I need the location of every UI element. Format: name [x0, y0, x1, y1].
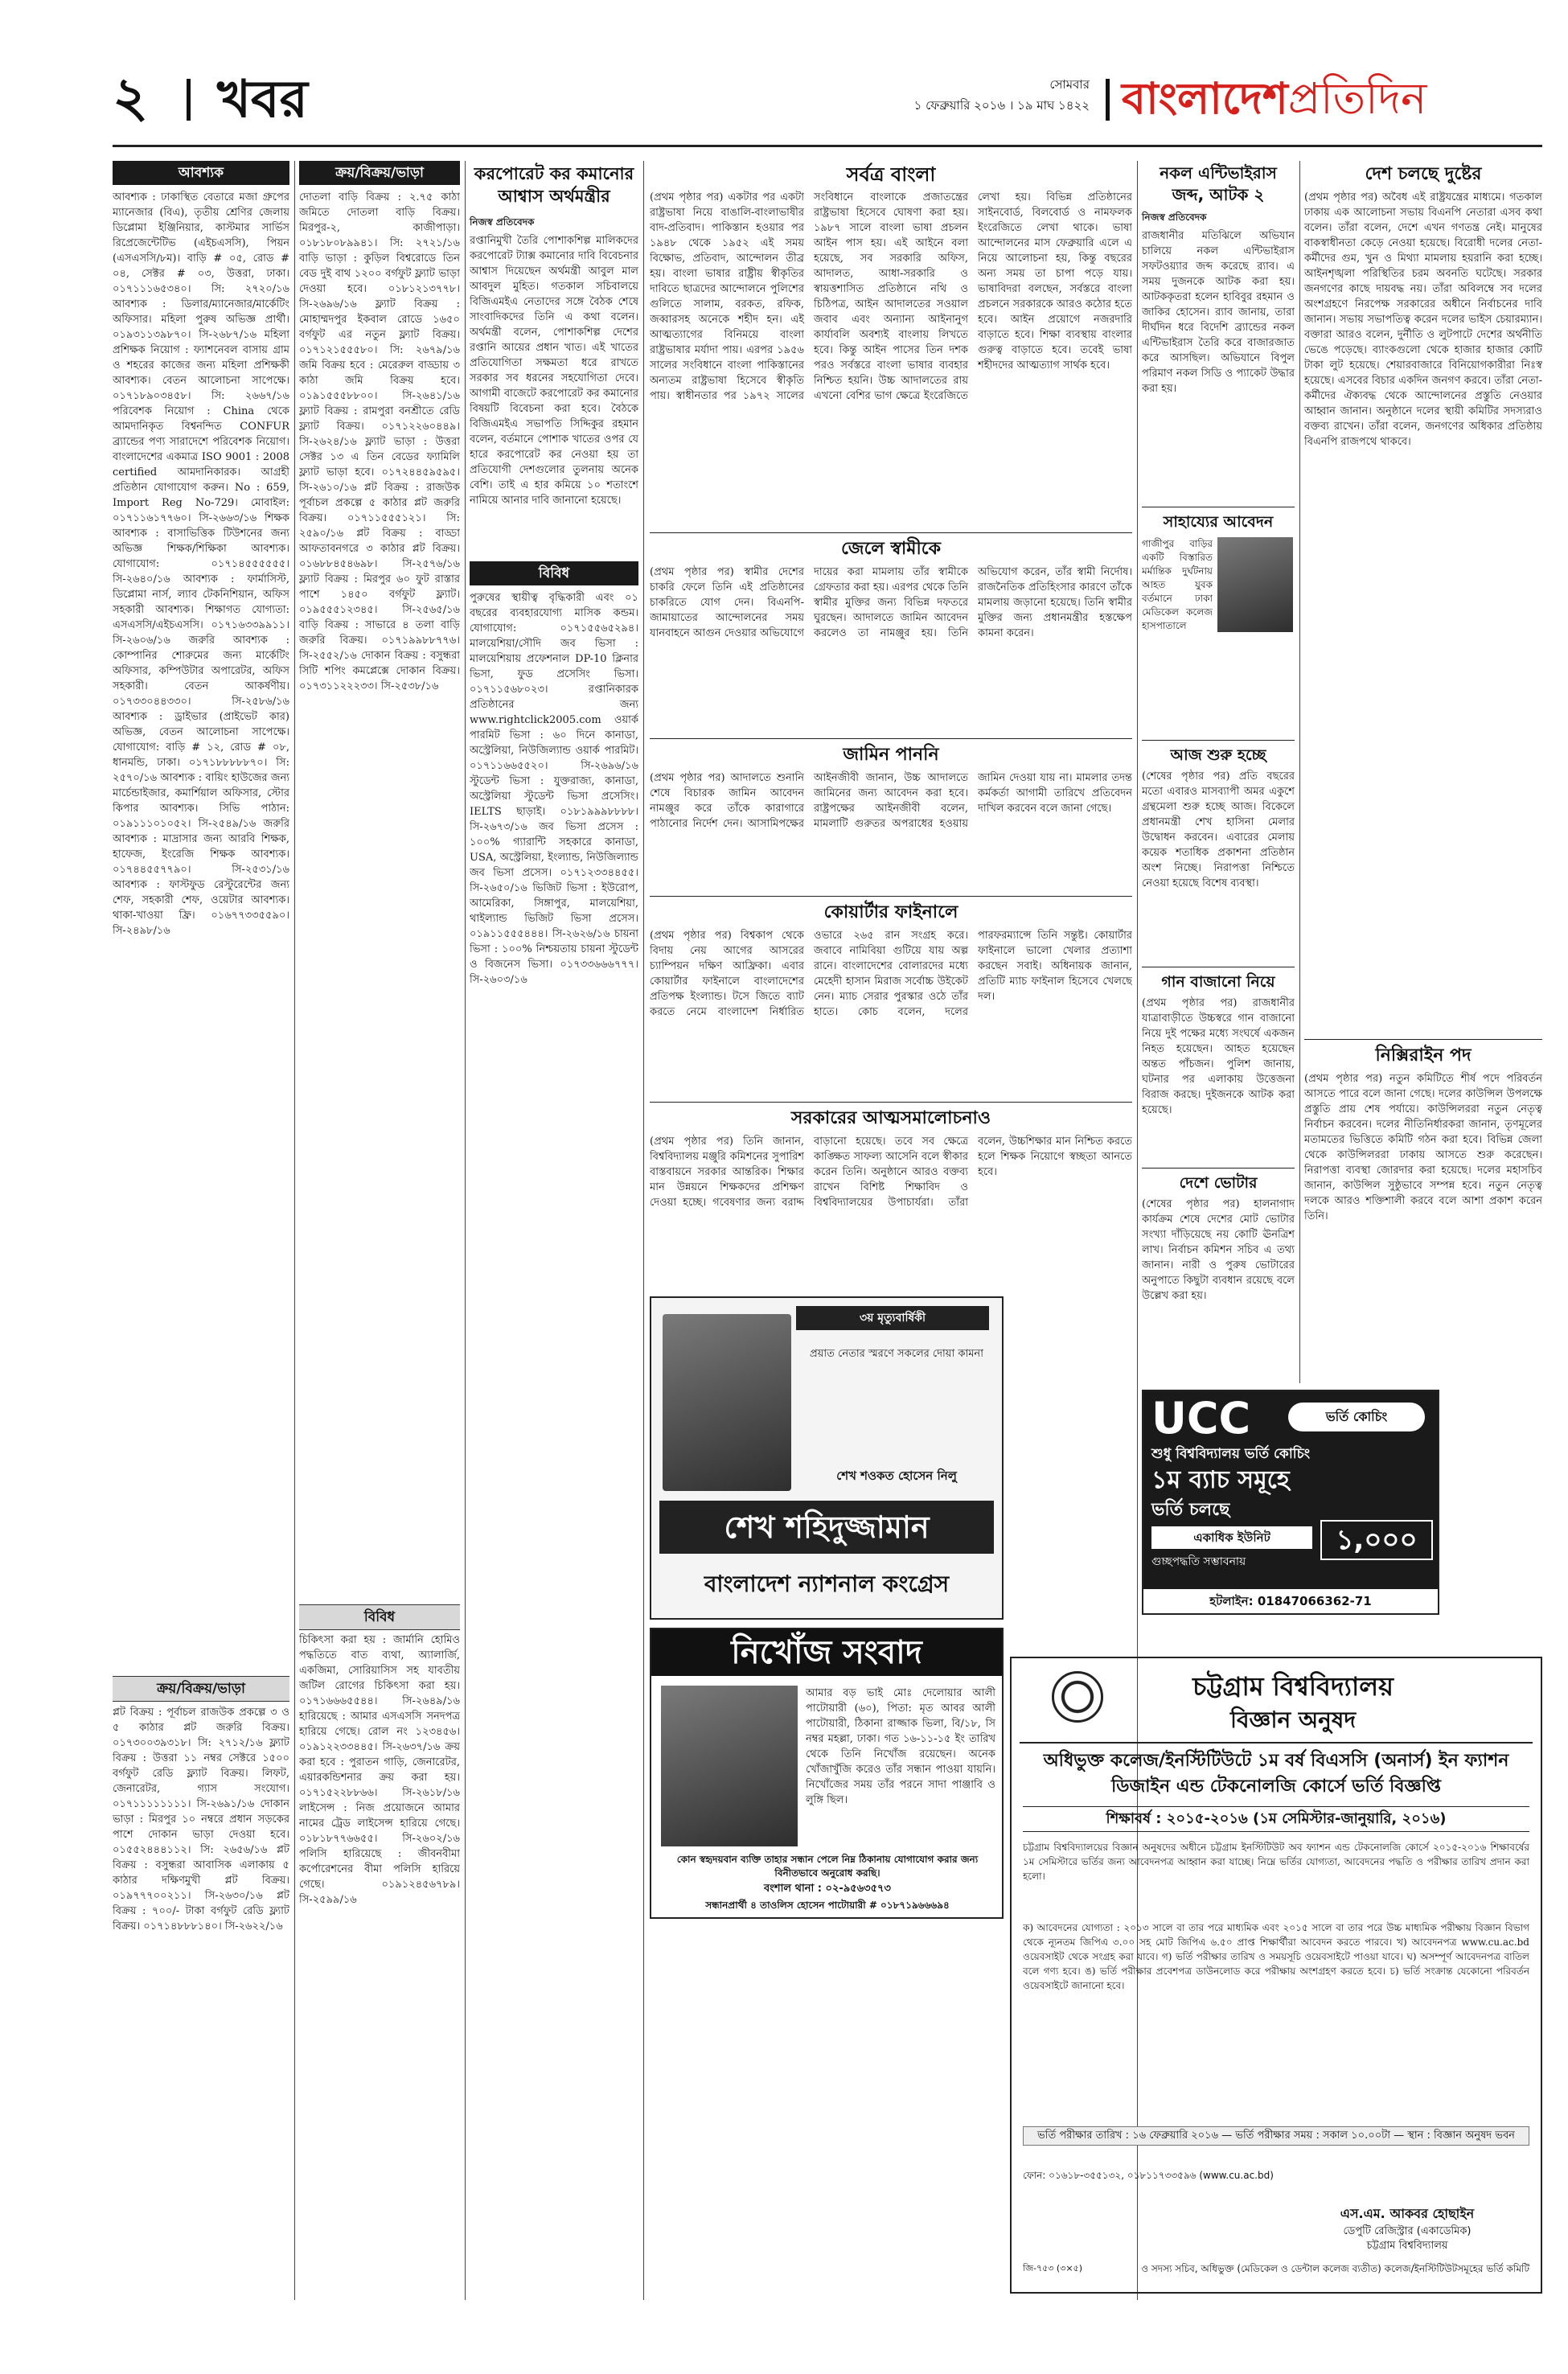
ucc-line-2: ১ম ব্যাচ সমূহে — [1151, 1466, 1290, 1494]
classified-header-essential: আবশ্যক — [113, 161, 289, 185]
section-rule — [650, 896, 1132, 897]
ucc-hotline: হটলাইন: 01847066362-71 — [1143, 1589, 1438, 1613]
cu-title: চট্টগ্রাম বিশ্ববিদ্যালয় — [1192, 1671, 1394, 1702]
headline-bail-denied: জামিন পাননি — [843, 745, 939, 765]
classified-header-misc-2: বিবিধ — [299, 1604, 460, 1630]
ucc-line-3: ভর্তি চলছে — [1151, 1500, 1230, 1520]
newspaper-logo — [1122, 63, 1540, 135]
article-appeal: গাজীপুর বাড়ির একটি বিস্তারিত মর্মান্তিক দুর্ঘটনায় আহত যুবক বর্তমানে ঢাকা মেডিকেল কলেজ হাসপাতালে — [1142, 538, 1213, 631]
classified-header-buysell: ক্রয়/বিক্রয়/ভাড়া — [299, 161, 460, 185]
column-divider — [465, 161, 466, 2300]
headline-starting-today: আজ শুরু হচ্ছে — [1170, 746, 1266, 764]
cu-session: শিক্ষাবর্ষ : ২০১৫-২০১৬ (১ম সেমিস্টার-জানুয়ারি, ২০১৬) — [1023, 1806, 1529, 1832]
masthead-date: ১ ফেব্রুয়ারি ২০১৬ । ১৯ মাঘ ১৪২২ — [913, 98, 1090, 113]
article-starting-today: (শেষের পৃষ্ঠার পর) প্রতি বছরের মতো এবারও মাসব্যাপী অমর একুশে গ্রন্থমেলা শুরু হচ্ছে আজ। বিকেলে প্রধানমন্ত্রী শেখ হাসিনা মেলার উদ্বোধন করবেন। এবারের মেলায় কয়েক শতাধিক প্রকাশনা প্রতিষ্ঠান অংশ নিচ্ছে। নিরাপত্তা নিশ্চিতে নেওয়া হয়েছে বিশেষ ব্যবস্থা। — [1142, 770, 1295, 889]
column-divider — [1299, 161, 1300, 1383]
ucc-logo: UCC — [1151, 1393, 1251, 1444]
section-rule — [1304, 1039, 1542, 1040]
article-voters: (শেষের পৃষ্ঠার পর) হালনাগাদ কার্যক্রম শেষে দেশের মোট ভোটার সংখ্যা দাঁড়িয়েছে নয় কোটি ঊনত্রিশ লাখ। নির্বাচন কমিশন সচিব এ তথ্য জানান। নারী ও পুরুষ ভোটারের অনুপাতে কিছুটা ব্যবধান রয়েছে বলে উল্লেখ করা হয়। — [1142, 1198, 1295, 1302]
article-jail-husband: (প্রথম পৃষ্ঠার পর) স্বামীর দেশের চাকরি ফেলে তিনি এই প্রতিষ্ঠানের চাকরিতে যোগ দেন। বিএনপি-জামায়াতের আন্দোলনের সময় যানবাহনে আগুন দেওয়ার অভিযোগে দায়ের করা মামলায় তাঁর স্বামীকে গ্রেফতার করা হয়। এরপর থেকে তিনি স্বামীর মুক্তির জন্য বিভিন্ন দফতরে ঘুরছেন। আদালতে জামিন আবেদন করলেও তা নামঞ্জুর হয়। তিনি অভিযোগ করেন, তাঁর স্বামী নির্দোষ। রাজনৈতিক প্রতিহিংসার কারণে তাঁকে মামলায় জড়ানো হয়েছে। তিনি স্বামীর মুক্তির জন্য প্রধানমন্ত্রীর হস্তক্ষেপ কামনা করেন। — [650, 566, 1132, 639]
logo-word-protidin: প্রতিদিন — [1287, 73, 1427, 124]
classified-text-misc: পুরুষের স্থায়ীত্ব বৃদ্ধিকারী এবং ০১ বছরের ব্যবহারযোগ্য মাসিক কন্ডম। যোগাযোগ: ০১৭১৫৫৬৫২৯৪। মালয়েশিয়া/সৌদি জব ভিসা : মালয়েশিয়ায় প্রফেশনাল DP-10 ক্লিনার ভিসা, ফুড প্রসেসিং ভিসা। ০১৭১১৫৬৮০২৩। রপ্তানিকারক প্রতিষ্ঠানের জন্য www.rightclick2005.com ওয়ার্ক পারমিট ভিসা : ৬০ দিনে কানাডা, অস্ট্রেলিয়া, নিউজিল্যান্ড ওয়ার্ক পারমিট। ০১৭১১৬৬৫৫২০। সি-২৬৯৬/১৬ স্টুডেন্ট ভিসা : যুক্তরাজ্য, কানাডা, অস্ট্রেলিয়া স্টুডেন্ট ভিসা প্রসেসিং। IELTS ছাড়াই। ০১৮১৯৯৯৮৮৮৮। সি-২৬৭৩/১৬ জব ভিসা প্রসেস : ১০০% গ্যারান্টি সহকারে কানাডা, USA, অস্ট্রেলিয়া, ইংল্যান্ড, নিউজিল্যান্ড জব ভিসা প্রসেস। ০১৭১২৩৩৪৪৫৫। সি-২৬৫০/১৬ ভিজিট ভিসা : ইউরোপ, আমেরিকা, সিঙ্গাপুর, মালয়েশিয়া, থাইল্যান্ড ভিজিট ভিসা প্রসেস। ০১৯১১৫৫৫৪৪৪। সি-২৬২৬/১৬ চায়না ভিসা : ১০০% নিশ্চয়তায় চায়না স্টুডেন্ট ও বিজনেস ভিসা। ০১৭৩৩৬৬৬৭৭৭। সি-২৬০৩/১৬ — [470, 592, 638, 986]
cu-schedule: ভর্তি পরীক্ষার তারিখ : ১৬ ফেব্রুয়ারি ২০১৬ — ভর্তি পরীক্ষার সময় : সকাল ১০.০০টা — স্থান : বিজ্ঞান অনুষদ ভবন — [1023, 2126, 1529, 2146]
ucc-line-1: শুধু বিশ্ববিদ্যালয় ভর্তি কোচিং — [1151, 1446, 1311, 1462]
headline-post: নিক্সিরাইন পদ — [1375, 1045, 1472, 1066]
appeal-photo — [1217, 537, 1293, 632]
memorial-portrait — [663, 1314, 791, 1491]
article-quarter-final: (প্রথম পৃষ্ঠার পর) বিশ্বকাপ থেকে বিদায় নেয় আগের আসরের চ্যাম্পিয়ন দক্ষিণ আফ্রিকা। এবার কোয়ার্টার ফাইনালে বাংলাদেশের প্রতিপক্ষ ইংল্যান্ড। টসে জিতে ব্যাট করতে নেমে বাংলাদেশ নির্ধারিত ওভারে ২৬৫ রান সংগ্রহ করে। জবাবে নামিবিয়া গুটিয়ে যায় অল্প রানে। বাংলাদেশের বোলারদের মধ্যে মেহেদী হাসান মিরাজ সর্বোচ্চ উইকেট নেন। ম্যাচ সেরার পুরস্কার ওঠে তাঁর হাতে। কোচ বলেন, দলের পারফরম্যান্সে তিনি সন্তুষ্ট। কোয়ার্টার ফাইনালে ভালো খেলার প্রত্যাশা করছেন সবাই। অধিনায়ক জানান, প্রতিটি ম্যাচ ফাইনাল হিসেবে খেলছে দল। — [650, 930, 1132, 1018]
cu-footer: ও সদস্য সচিব, অধিভুক্ত (মেডিকেল ও ডেন্টাল কলেজ ব্যতীত) কলেজ/ইনস্টিটিউটসমূহের ভর্তি কমিটি — [1141, 2263, 1529, 2274]
headline-quarter-final: কোয়ার্টার ফাইনালে — [823, 902, 958, 922]
cu-admission-notice — [1010, 1657, 1542, 2294]
missing-footer-contact: সন্ধানপ্রার্থী ৪ তাওলিস হোসেন পাটোয়ারী # ০১৮৭১৯৬৬৬৯৪ — [705, 1900, 950, 1911]
ucc-line-4: একাধিক ইউনিট — [1151, 1526, 1312, 1549]
article-self-criticism: (প্রথম পৃষ্ঠার পর) তিনি জানান, বিশ্ববিদ্যালয় মঞ্জুরি কমিশনের সুপারিশ বাস্তবায়নে সরকার আন্তরিক। শিক্ষার মান উন্নয়নে শিক্ষকদের প্রশিক্ষণ দেওয়া হচ্ছে। গবেষণার জন্য বরাদ্দ বাড়ানো হয়েছে। তবে সব ক্ষেত্রে কাঙ্ক্ষিত সাফল্য আসেনি বলে স্বীকার করেন তিনি। অনুষ্ঠানে আরও বক্তব্য রাখেন বিশিষ্ট শিক্ষাবিদ ও বিশ্ববিদ্যালয়ের উপাচার্যরা। তাঁরা বলেন, উচ্চশিক্ষার মান নিশ্চিত করতে হলে শিক্ষক নিয়োগে স্বচ্ছতা আনতে হবে। — [650, 1136, 1132, 1209]
cu-code: জি-৭৫৩ (৩×৫) — [1023, 2263, 1082, 2273]
section-title: খবর — [217, 70, 308, 129]
memorial-ad — [650, 1296, 1004, 1620]
cu-signatory-title: ডেপুটি রেজিস্ট্রার (একাডেমিক) — [1343, 2225, 1472, 2237]
cu-subtitle: বিজ্ঞান অনুষদ — [1229, 1707, 1357, 1733]
masthead-divider — [187, 79, 191, 121]
classified-header-buysell-2: ক্রয়/বিক্রয়/ভাড়া — [113, 1676, 289, 1702]
masthead — [0, 0, 1568, 169]
classified-header-misc: বিবিধ — [470, 561, 638, 585]
missing-notice — [650, 1628, 1004, 1919]
cu-contact: ফোন: ০১৬১৮-৩৫৫১৩২, ০১৮১১৭৩৩৫৯৬ (www.cu.ac.bd) — [1023, 2170, 1274, 2181]
memorial-ribbon: ৩য় মৃত্যুবার্ষিকী — [796, 1306, 989, 1330]
cu-logo — [1052, 1671, 1103, 1723]
section-rule — [1142, 740, 1295, 741]
memorial-caption: প্রয়াত নেতার স্মরণে সকলের দোয়া কামনা — [810, 1348, 983, 1360]
missing-person-photo — [661, 1686, 798, 1846]
headline-lead: সর্বত্র বাংলা — [846, 163, 936, 186]
headline-fake-antivirus: নকল এন্টিভাইরাস জব্দ, আটক ২ — [1160, 163, 1277, 204]
ucc-fee: ১,০০০ — [1320, 1520, 1433, 1560]
section-rule — [650, 532, 1132, 533]
masthead-rule — [113, 145, 1542, 147]
missing-title: নিখোঁজ সংবাদ — [651, 1629, 1002, 1676]
article-country-run: (প্রথম পৃষ্ঠার পর) অবৈধ এই রাষ্ট্রযন্ত্রের মাধ্যমে। গতকাল ঢাকায় এক আলোচনা সভায় বিএনপি নেতারা এসব কথা বলেন। তাঁরা বলেন, দেশে এখন গণতন্ত্র নেই। মানুষের বাকস্বাধীনতা কেড়ে নেওয়া হয়েছে। বিরোধী দলের নেতা-কর্মীদের গুম, খুন ও মিথ্যা মামলায় হয়রানি করা হচ্ছে। আইনশৃঙ্খলা পরিস্থিতির চরম অবনতি ঘটেছে। সরকার জনগণের কাছে দায়বদ্ধ নয়। তাঁরা অবিলম্বে সব দলের অংশগ্রহণে নিরপেক্ষ সরকারের অধীনে নির্বাচনের দাবি জানান। সভায় সভাপতিত্ব করেন দলের ভাইস চেয়ারম্যান। বক্তারা আরও বলেন, দুর্নীতি ও লুটপাটে দেশের অর্থনীতি ভেঙে পড়েছে। ব্যাংকগুলো থেকে হাজার হাজার কোটি টাকা লুট হয়েছে। শেয়ারবাজারে বিনিয়োগকারীরা নিঃস্ব হয়েছে। এসবের বিচার একদিন জনগণ করবে। তাঁরা নেতা-কর্মীদের ঐক্যবদ্ধ থেকে আন্দোলনের প্রস্তুতি নেওয়ার আহ্বান জানান। অনুষ্ঠানে দলের স্থায়ী কমিটির সদস্যরাও বক্তব্য রাখেন। তাঁরা বলেন, জনগণের অধিকার প্রতিষ্ঠায় বিএনপি রাজপথে থাকবে। — [1304, 191, 1542, 448]
cu-intro: চট্টগ্রাম বিশ্ববিদ্যালয়ের বিজ্ঞান অনুষদের অধীনে চট্টগ্রাম ইনস্টিটিউট অব ফ্যাশন এন্ড টেকনোলজি কোর্সে ২০১৫-২০১৬ শিক্ষাবর্ষের ১ম সেমিস্টারে ভর্তির জন্য আবেদনপত্র আহ্বান করা যাচ্ছে। নিম্নে ভর্তির যোগ্যতা, আবেদনের পদ্ধতি ও পরীক্ষার তারিখ প্রদান করা হলো। — [1023, 1842, 1529, 1882]
column-divider — [643, 161, 644, 2300]
missing-footer-police: বংশাল থানা : ০২-৯৫৬৩৫৭৩ — [764, 1883, 891, 1895]
missing-footer-request: কোন স্বহৃদয়বান ব্যক্তি তাহার সন্ধান পেলে নিম্ন ঠিকানায় যোগাযোগ করার জন্য বিনীতভাবে অনুরোধ করছি। — [676, 1854, 979, 1879]
logo-word-bangladesh: বাংলাদেশ — [1122, 73, 1288, 124]
article-lead: (প্রথম পৃষ্ঠার পর) একটার পর একটা রাষ্ট্রভাষা নিয়ে বাঙালি-বাংলাভাষীর বাদ-প্রতিবাদ। পাকিস্তান হওয়ার পর ১৯৪৮ থেকে ১৯৫২ এই সময় বিক্ষোভ, প্রতিবাদ, আন্দোলন তীব্র হয়। বাংলা ভাষার রাষ্ট্রীয় স্বীকৃতির দাবিতে ছাত্রদের আন্দোলনে পুলিশের গুলিতে সালাম, বরকত, রফিক, জব্বারসহ অনেকে শহীদ হন। এই আত্মত্যাগের বিনিময়ে বাংলা রাষ্ট্রভাষার মর্যাদা পায়। এরপর ১৯৫৬ সালের সংবিধানে বাংলা পাকিস্তানের অন্যতম রাষ্ট্রভাষা হিসেবে স্বীকৃতি পায়। স্বাধীনতার পর ১৯৭২ সালের সংবিধানে বাংলাকে প্রজাতন্ত্রের রাষ্ট্রভাষা হিসেবে ঘোষণা করা হয়। ১৯৮৭ সালে বাংলা ভাষা প্রচলন আইন পাস হয়। এই আইনে বলা হয়েছে, সব সরকারি অফিস, আদালত, আধা-সরকারি ও স্বায়ত্তশাসিত প্রতিষ্ঠানে নথি ও চিঠিপত্র, আইন আদালতের সওয়াল জবাব এবং অন্যান্য আইনানুগ কার্যাবলি অবশ্যই বাংলায় লিখতে হবে। কিন্তু আইন পাসের তিন দশক পরও সর্বস্তরে বাংলা ভাষার ব্যবহার নিশ্চিত হয়নি। উচ্চ আদালতের রায় এখনো বেশির ভাগ ক্ষেত্রে ইংরেজিতে লেখা হয়। বিভিন্ন প্রতিষ্ঠানের সাইনবোর্ড, বিলবোর্ড ও নামফলক ইংরেজিতে লেখা থাকে। ভাষা আন্দোলনের মাস ফেব্রুয়ারি এলে এ নিয়ে আলোচনা হয়, কিন্তু বছরের অন্য সময় তা চাপা পড়ে যায়। ভাষাবিদরা বলছেন, সর্বস্তরে বাংলা প্রচলনে সরকারকে আরও কঠোর হতে হবে। আইন প্রয়োগে নজরদারি বাড়াতে হবে। শিক্ষা ব্যবস্থায় বাংলার গুরুত্ব বাড়াতে হবে। তবেই ভাষা শহীদদের আত্মত্যাগ সার্থক হবে। — [650, 191, 1132, 402]
ucc-tag: ভর্তি কোচিং — [1288, 1403, 1425, 1431]
article-fake-antivirus: রাজধানীর মতিঝিলে অভিযান চালিয়ে নকল এন্টিভাইরাস সফটওয়্যার জব্দ করেছে র‌্যাব। এ সময় দুজনকে আটক করা হয়। আটককৃতরা হলেন হাবিবুর রহমান ও জাকির হোসেন। র‌্যাব জানায়, তারা দীর্ঘদিন ধরে বিদেশি ব্র্যান্ডের নকল এন্টিভাইরাস তৈরি করে বাজারজাত করে আসছিল। অভিযানে বিপুল পরিমাণ নকল সিডি ও প্যাকেট উদ্ধার করা হয়। — [1142, 230, 1295, 395]
cu-headline: অধিভুক্ত কলেজ/ইনস্টিটিউটে ১ম বর্ষ বিএসসি (অনার্স) ইন ফ্যাশন ডিজাইন এন্ড টেকনোলজি কোর্সে ভর্তি বিজ্ঞপ্তি — [1043, 1751, 1509, 1797]
article-post: (প্রথম পৃষ্ঠার পর) নতুন কমিটিতে শীর্ষ পদে পরিবর্তন আসতে পারে বলে জানা গেছে। দলের কাউন্সিল উপলক্ষে প্রস্তুতি প্রায় শেষ পর্যায়ে। কাউন্সিলররা নতুন নেতৃত্ব নির্বাচন করবেন। দলের নীতিনির্ধারকরা জানান, তৃণমূলের মতামতের ভিত্তিতে কমিটি গঠন করা হবে। বিভিন্ন জেলা থেকে কাউন্সিলররা ঢাকায় আসতে শুরু করেছেন। নিরাপত্তা ব্যবস্থা জোরদার করা হয়েছে। দলের মহাসচিব জানান, কাউন্সিল সুষ্ঠুভাবে সম্পন্ন হবে। নতুন নেতৃত্ব দলকে আরও শক্তিশালী করবে বলে আশা প্রকাশ করেন তিনি। — [1304, 1073, 1542, 1222]
headline-corporate-tax: করপোরেট কর কমানোর আশ্বাস অর্থমন্ত্রীর — [474, 164, 634, 206]
headline-song-clash: গান বাজানো নিয়ে — [1161, 973, 1275, 991]
headline-self-criticism: সরকারের আত্মসমালোচনাও — [790, 1108, 991, 1128]
classified-text-misc-2: চিকিৎসা করা হয় : জার্মানি হোমিও পদ্ধতিতে বাত ব্যথা, অ্যালার্জি, একজিমা, সোরিয়াসিস সহ যাবতীয় জটিল রোগের চিকিৎসা করা হয়। ০১৭১৬৬৬৫৫৪৪। সি-২৬৪৯/১৬ হারিয়েছে : আমার এসএসসি সনদপত্র হারিয়ে গেছে। রোল নং ১২৩৪৫৬। ০১৯১২২৩৩৪৪৫। সি-২৬৩৭/১৬ ক্রয় করা হবে : পুরাতন গাড়ি, জেনারেটর, এয়ারকন্ডিশনার ক্রয় করা হয়। ০১৭১৫২২৮৮৬৬। সি-২৬১৮/১৬ লাইসেন্স : নিজ প্রয়োজনে আমার নামের ট্রেড লাইসেন্স হারিয়ে গেছে। ০১৮১৮৭৭৬৬৫৫। সি-২৬০২/১৬ পলিসি হারিয়েছে : জীবনবীমা কর্পোরেশনের বীমা পলিসি হারিয়ে গেছে। ০১৯১২৪৫৬৭৮৯। সি-২৫৯৯/১৬ — [299, 1634, 460, 1906]
section-rule — [650, 1102, 1132, 1103]
headline-voters: দেশে ভোটার — [1179, 1174, 1258, 1192]
classified-text-essential: আবশ্যক : ঢাকাস্থিত বেতারে মজা গ্রুপের ম্যানেজার (বিএ), তৃতীয় শ্রেণির জেলায় ডিপ্লোমা ইঞ্জিনিয়ার, কাস্টমার সার্ভিস রিপ্রেজেন্টেটিভ (এইচএসসি), পিয়ন (এসএসসি/৮ম)। বাড়ি # ০৫, রোড # ০৪, সেক্টর # ০৩, উত্তরা, ঢাকা। ০১৭১১১৬৫৩৪০। সি: ২৭২০/১৬ আবশ্যক : ডিলার/ম্যানেজার/মার্কেটিং অফিসার। মহিলা পুরুষ অভিজ্ঞ প্রার্থী। ০১৯৩১১৩৯৮৭০। সি-২৬৮৭/১৬ মহিলা প্রশিক্ষক নিয়োগ : ফ্যাশনেবল বাসায় গ্রাম ও শহরের কাজের জন্য মহিলা প্রশিক্ষকী আবশ্যক। বেতন আলোচনা সাপেক্ষে। ০১৭১৮৯০৩৪৫৮। সি: ২৬৬৭/১৬ পরিবেশক নিয়োগ : China থেকে আমদানিকৃত বিশ্বনন্দিত CONFUR ব্র্যান্ডের পণ্য সারাদেশে পরিবেশক নিয়োগ। বাংলাদেশের একমাত্র ISO 9001 : 2008 certified আমদানিকারক। আগ্রহী প্রতিষ্ঠান যোগাযোগ করুন। No : 659, Import Reg No-729। মোবাইল: ০১৭১১৬১৭৭৬০। সি-২৬৬৩/১৬ শিক্ষক আবশ্যক : বাসাভিত্তিক টিউশনের জন্য অভিজ্ঞ শিক্ষক/শিক্ষিকা আবশ্যক। যোগাযোগ: ০১৭১৪৫৫৫৫৫৫। সি-২৬৪০/১৬ আবশ্যক : ফার্মাসিস্ট, ডিপ্লোমা নার্স, ল্যাব টেকনিশিয়ান, অফিস সহকারী আবশ্যক। শিক্ষাগত যোগ্যতা: এসএসসি/এইচএসসি। ০১৭১৬৩৩৯৯১১। সি-২৬০৬/১৬ জরুরি আবশ্যক : কোম্পানির শোরুমের জন্য মার্কেটিং অফিসার, কম্পিউটার অপারেটর, অফিস সহকারী। বেতন আকর্ষণীয়। ০১৭৩৩০৪৪৩৩০। সি-২৫৮৬/১৬ আবশ্যক : ড্রাইভার (প্রাইভেট কার) অভিজ্ঞ, বেতন আলোচনা সাপেক্ষে। যোগাযোগ: বাড়ি # ১২, রোড # ০৮, ধানমন্ডি, ঢাকা। ০১৭১৮৮৮৮৮৭০। সি: ২৫৭০/১৬ আবশ্যক : বায়িং হাউজের জন্য মার্চেন্ডাইজার, কমার্শিয়াল অফিসার, স্টোর কিপার আবশ্যক। সিভি পাঠান: ০১৯১১১০১০৫২। সি-২৫৪৯/১৬ জরুরি আবশ্যক : মাদ্রাসার জন্য আরবি শিক্ষক, হাফেজ, ইংরেজি শিক্ষক আবশ্যক। ০১৭৪৪৫৫৭৭৯০। সি-২৫৩১/১৬ আবশ্যক : ফাস্টফুড রেস্টুরেন্টের জন্য শেফ, সহকারী শেফ, ওয়েটার আবশ্যক। থাকা-খাওয়া ফ্রি। ০১৬৭৭৩৩৫৫৯০। সি-২৪৯৮/১৬ — [113, 191, 289, 937]
ucc-line-5: গুচ্ছপদ্ধতি সম্ভাবনায় — [1151, 1555, 1246, 1568]
section-rule — [650, 738, 1132, 739]
article-bail-denied: (প্রথম পৃষ্ঠার পর) আদালতে শুনানি শেষে বিচারক জামিন আবেদন নামঞ্জুর করে তাঁকে কারাগারে পাঠানোর নির্দেশ দেন। আসামিপক্ষের আইনজীবী জানান, উচ্চ আদালতে জামিনের জন্য আবেদন করা হবে। রাষ্ট্রপক্ষের আইনজীবী বলেন, মামলাটি গুরুতর অপরাধের হওয়ায় জামিন দেওয়া যায় না। মামলার তদন্ত কর্মকর্তা আগামী তারিখে প্রতিবেদন দাখিল করবেন বলে জানা গেছে। — [650, 772, 1132, 830]
memorial-name: শেখ শওকত হোসেন নিলু — [836, 1468, 957, 1483]
byline: নিজস্ব প্রতিবেদক — [1142, 212, 1207, 223]
headline-jail-husband: জেলে স্বামীকে — [840, 539, 941, 559]
column-divider — [294, 161, 295, 2300]
article-corporate-tax: রপ্তানিমুখী তৈরি পোশাকশিল্প মালিকদের করপোরেট ট্যাক্স কমানোর দাবি বিবেচনার আশ্বাস দিয়েছেন অর্থমন্ত্রী আবুল মাল আবদুল মুহিত। গতকাল সচিবালয়ে বিজিএমইএ নেতাদের সঙ্গে বৈঠক শেষে সাংবাদিকদের তিনি এ কথা বলেন। অর্থমন্ত্রী বলেন, পোশাকশিল্প দেশের রপ্তানি আয়ের প্রধান খাত। এই খাতের প্রতিযোগিতা সক্ষমতা ধরে রাখতে সরকার সব ধরনের সহযোগিতা দেবে। আগামী বাজেটে করপোরেট কর কমানোর বিষয়টি বিবেচনা করা হবে। বৈঠকে বিজিএমইএ সভাপতি সিদ্দিকুর রহমান বলেন, বর্তমানে পোশাক খাতের ওপর যে হারে করপোরেট কর নেওয়া হয় তা প্রতিযোগী দেশগুলোর তুলনায় অনেক বেশি। তাই এ হার কমিয়ে ১০ শতাংশে নামিয়ে আনার দাবি জানানো হয়েছে। — [470, 235, 638, 507]
cu-points: ক) আবেদনের যোগ্যতা : ২০১৩ সালে বা তার পরে মাধ্যমিক এবং ২০১৫ সালে বা তার পরে উচ্চ মাধ্যমিক পরীক্ষায় বিজ্ঞান বিভাগ থেকে ন্যূনতম জিপিএ ৩.০০ সহ মোট জিপিএ ৬.৫০ প্রাপ্ত শিক্ষার্থীরা আবেদন করতে পারবে। খ) আবেদনপত্র www.cu.ac.bd ওয়েবসাইট থেকে সংগ্রহ করা যাবে। গ) ভর্তি পরীক্ষার তারিখ ও সময়সূচি ওয়েবসাইটে পাওয়া যাবে। ঘ) অসম্পূর্ণ আবেদনপত্র বাতিল বলে গণ্য হবে। ঙ) ভর্তি পরীক্ষার প্রবেশপত্র ডাউনলোড করে পরীক্ষায় অংশগ্রহণ করতে হবে। চ) ভর্তি সংক্রান্ত যেকোনো পরিবর্তন ওয়েবসাইটে জানানো হবে। — [1023, 1922, 1529, 1991]
masthead-divider-right — [1106, 79, 1110, 121]
page-number: ২ — [113, 66, 149, 129]
classified-text-buysell: দোতলা বাড়ি বিক্রয় : ২.৭৫ কাঠা জমিতে দোতলা বাড়ি বিক্রয়। মিরপুর-২, কাজীপাড়া। ০১৮১৮০৮৯৯৪১। সি: ২৭২১/১৬ বাড়ি ভাড়া : কুড়িল বিশ্বরোডে তিন বেড দুই বাথ ১২০০ বর্গফুট ফ্ল্যাট ভাড়া দেওয়া হবে। ০১৮১২১৩৭৭৮। সি-২৬৯৬/১৬ ফ্ল্যাট বিক্রয় : মোহাম্মদপুর ইকবাল রোডে ১৬৫০ বর্গফুট এর নতুন ফ্ল্যাট বিক্রয়। ০১৭১২১৫৫৫৮০। সি: ২৬৭৯/১৬ জমি বিক্রয় হবে : মেরেরুল বাড্ডায় ৩ কাঠা জমি বিক্রয় হবে। ০১৯১৫৫৫৮৮০০। সি-২৬৪১/১৬ ফ্ল্যাট বিক্রয় : রামপুরা বনশ্রীতে রেডি ফ্ল্যাট বিক্রয়। ০১৭১২২৬০৪৪৯। সি-২৬২৪/১৬ ফ্ল্যাট ভাড়া : উত্তরা সেক্টর ১৩ এ তিন বেডের ফ্যামিলি ফ্ল্যাট ভাড়া হবে। ০১৭২৪৪৫৯৫৯৫। সি-২৬১০/১৬ প্লট বিক্রয় : রাজউক পূর্বাচল প্রকল্পে ৫ কাঠার প্লট জরুরি বিক্রয়। ০১৭১১৫৫৫১২১। সি: ২৫৯০/১৬ প্লট বিক্রয় : বাড্ডা আফতাবনগরে ৩ কাঠার প্লট বিক্রয়। ০১৬৮৮৪৫৪৬৯৮। সি-২৫৭৬/১৬ ফ্ল্যাট বিক্রয় : মিরপুর ৬০ ফুট রাস্তার পাশে ১৪৫০ বর্গফুট ফ্ল্যাট। ০১৯৫৫৫১২৩৪৫। সি-২৫৬৫/১৬ বাড়ি বিক্রয় : সাভারে ৪ তলা বাড়ি জরুরি বিক্রয়। ০১৭১৯৯৮৮৭৭৬। সি-২৫৫২/১৬ দোকান বিক্রয় : বসুন্ধরা সিটি শপিং কমপ্লেক্সে দোকান বিক্রয়। ০১৭৩১১২২২৩৩। সি-২৫৩৮/১৬ — [299, 191, 460, 692]
headline-country-run: দেশ চলছে দুষ্টের — [1365, 164, 1482, 184]
cu-signatory-name: এস.এম. আকবর হোছাইন — [1340, 2206, 1475, 2221]
headline-appeal: সাহায্যের আবেদন — [1163, 513, 1274, 531]
classified-text-buysell-2: প্লট বিক্রয় : পূর্বাচল রাজউক প্রকল্পে ৩ ও ৫ কাঠার প্লট জরুরি বিক্রয়। ০১৭৩০০৩৯৩১৮। সি: ২৭১২/১৬ ফ্ল্যাট বিক্রয় : উত্তরা ১১ নম্বর সেক্টরে ১৫০০ বর্গফুট রেডি ফ্ল্যাট বিক্রয়। লিফট, জেনারেটর, গ্যাস সংযোগ। ০১৭১১১১১১১১। সি-২৬৯১/১৬ দোকান ভাড়া : মিরপুর ১০ নম্বরে প্রধান সড়কের পাশে দোকান ভাড়া দেওয়া হবে। ০১৫৫২৪৪৪১১২। সি: ২৬৫৬/১৬ প্লট বিক্রয় : বসুন্ধরা আবাসিক এলাকায় ৫ কাঠার দক্ষিণমুখী প্লট বিক্রয়। ০১৯৭৭৭০০২১১। সি-২৬৩০/১৬ প্লট বিক্রয় : ৭০০/- টাকা বর্গফুট রেডি ফ্ল্যাট বিক্রয়। ০১৭১৪৮৮৮১৪০। সি-২৬২২/১৬ — [113, 1707, 289, 1932]
cu-signatory-org: চট্টগ্রাম বিশ্ববিদ্যালয় — [1366, 2240, 1448, 2252]
article-song-clash: (প্রথম পৃষ্ঠার পর) রাজধানীর যাত্রাবাড়ীতে উচ্চস্বরে গান বাজানো নিয়ে দুই পক্ষের মধ্যে সংঘর্ষে একজন নিহত হয়েছেন। আহত হয়েছেন অন্তত পাঁচজন। পুলিশ জানায়, ঘটনার পর এলাকায় উত্তেজনা বিরাজ করছে। দুইজনকে আটক করা হয়েছে। — [1142, 997, 1295, 1116]
cu-rule — [1020, 1742, 1533, 1744]
memorial-party: বাংলাদেশ ন্যাশনাল কংগ্রেস — [704, 1571, 950, 1597]
memorial-name-banner: শেখ শহিদুজ্জামান — [659, 1501, 994, 1554]
missing-body: আমার বড় ভাই মোঃ দেলোয়ার আলী পাটোয়ারী (৬০), পিতা: মৃত আবর আলী পাটোয়ারী, ঠিকানা রাজ্জাক ভিলা, বি/১৮, সি নম্বর মহল্লা, ঢাকা। গত ১৬-১১-১৫ ইং তারিখ থেকে তিনি নিখোঁজ রয়েছেন। অনেক খোঁজাখুঁজি করেও তাঁর সন্ধান পাওয়া যায়নি। নিখোঁজের সময় তাঁর পরনে সাদা পাঞ্জাবি ও লুঙ্গি ছিল। — [806, 1687, 995, 1806]
byline: নিজস্ব প্রতিবেদক — [470, 216, 535, 228]
section-rule — [1142, 1168, 1295, 1169]
masthead-day: সোমবার — [1049, 77, 1090, 92]
